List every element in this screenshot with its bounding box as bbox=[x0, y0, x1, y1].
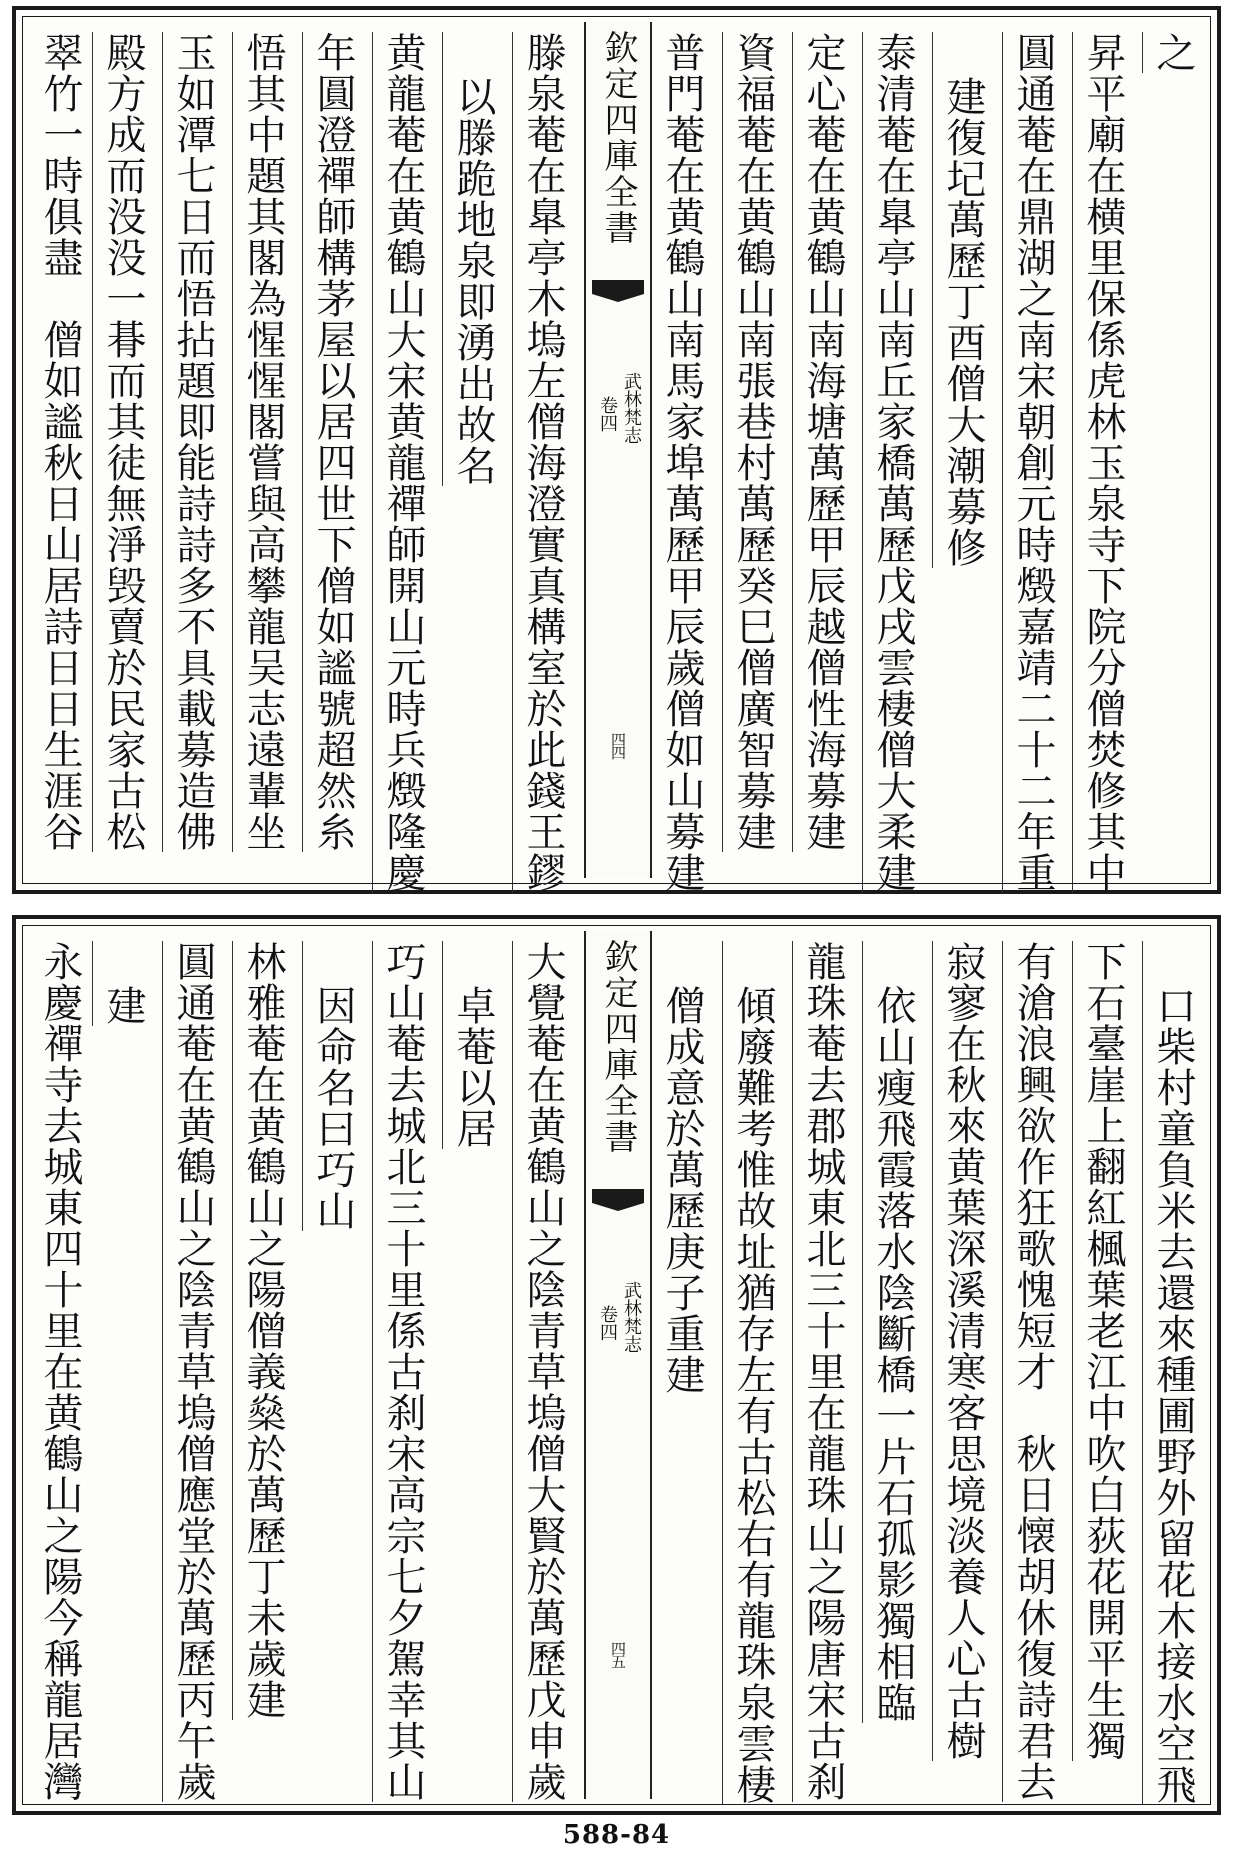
book-title: 武林梵志 bbox=[621, 1281, 642, 1353]
text-column: 年圓澄禪師構茅屋以居四世下僧如謐號超然糸 bbox=[302, 32, 363, 852]
text-column: 巧山菴去城北三十里係古刹宋高宗七夕駕幸其山 bbox=[372, 941, 433, 1802]
text-column: 翠竹一時俱盡 僧如謐秋日山居詩日日生涯谷 bbox=[37, 32, 83, 852]
fishtail-ornament bbox=[592, 1189, 644, 1211]
text-column: 有滄浪興欲作狂歌愧短才 秋日懐胡休復詩君去 bbox=[1002, 941, 1063, 1802]
text-column: 僧成意於萬歷庚子重建 bbox=[659, 985, 705, 1395]
gutter-subtitle bbox=[586, 372, 650, 552]
leaf-number: 四四 bbox=[609, 732, 627, 758]
text-column: 永慶禪寺去城東四十里在黄鶴山之陽今稱龍居灣 bbox=[37, 941, 83, 1802]
text-column: 因命名曰巧山 bbox=[302, 941, 363, 1231]
text-column: 卓菴以居 bbox=[442, 941, 503, 1149]
gutter-subtitle bbox=[586, 1281, 650, 1461]
text-column: 定心菴在黄鶴山南海塘萬歷甲辰越僧性海募建 bbox=[792, 32, 853, 852]
text-column: 以滕跪地泉即湧出故名 bbox=[442, 32, 503, 486]
text-column: 口柴村童負米去還來種圃野外留花木接水空飛 bbox=[1142, 941, 1203, 1805]
fishtail-ornament bbox=[592, 280, 644, 302]
text-column: 悟其中題其閣為惺惺閣嘗與高攀龍吴志遠輩坐 bbox=[232, 32, 293, 852]
leaf-number: 四五 bbox=[609, 1641, 627, 1667]
page-number: 588-84 bbox=[562, 1820, 671, 1850]
center-gutter bbox=[584, 931, 652, 1799]
text-column: 下石臺崖上翻紅楓葉老江中吹白荻花開平生獨 bbox=[1072, 941, 1133, 1761]
book-title: 武林梵志 bbox=[621, 372, 642, 444]
gutter-heading: 欽定四庫全書 bbox=[598, 939, 638, 1155]
text-column: 昇平廟在横里保係虎林玉泉寺下院分僧焚修其中 bbox=[1072, 32, 1133, 893]
gutter-heading: 欽定四庫全書 bbox=[598, 30, 638, 246]
text-column: 黄龍菴在黄鶴山大宋黄龍禪師開山元時兵燬隆慶 bbox=[372, 32, 433, 893]
text-column: 玉如潭七日而悟拈題即能詩詩多不具載募造佛 bbox=[162, 32, 223, 852]
text-column: 普門菴在黄鶴山南馬家埠萬歷甲辰歲僧如山募建 bbox=[659, 32, 705, 893]
text-column: 依山瘦飛霞落水陰斷橋一片石孤影獨相臨 bbox=[862, 941, 923, 1723]
text-column: 資福菴在黄鶴山南張巷村萬歷癸巳僧廣智募建 bbox=[722, 32, 783, 852]
text-column: 殿方成而没没一朞而其徒無淨毁賣於民家古松 bbox=[92, 32, 153, 852]
text-column: 寂寥在秋來黄葉深溪清寒客思境淡養人心古樹 bbox=[932, 941, 993, 1761]
bottom-page-frame bbox=[12, 915, 1221, 1815]
text-column: 傾廢難考惟故址猶存左有古松右有龍珠泉雲棲 bbox=[722, 941, 783, 1805]
text-column: 之 bbox=[1142, 32, 1203, 73]
text-column: 大覺菴在黄鶴山之陰青草塢僧大賢於萬歷戊申歲 bbox=[512, 941, 573, 1802]
text-column: 林雅菴在黄鶴山之陽僧義燊於萬歷丁未歲建 bbox=[232, 941, 293, 1720]
text-column: 泰清菴在臯亭山南丘家橋萬歷戊戌雲棲僧大柔建 bbox=[862, 32, 923, 893]
text-column: 圓通菴在黄鶴山之陰青草塢僧應堂於萬歷丙午歲 bbox=[162, 941, 223, 1802]
text-column: 滕泉菴在臯亭木塢左僧海澄實真構室於此錢王鏐 bbox=[512, 32, 573, 893]
text-column: 圓通菴在鼎湖之南宋朝創元時燬嘉靖二十二年重 bbox=[1002, 32, 1063, 893]
text-column: 建 bbox=[92, 941, 153, 1026]
text-column: 建復圮萬歷丁酉僧大潮募修 bbox=[932, 32, 993, 568]
volume-label: 卷四 bbox=[597, 1305, 618, 1341]
volume-label: 卷四 bbox=[597, 396, 618, 432]
center-gutter bbox=[584, 22, 652, 878]
text-column: 龍珠菴去郡城東北三十里在龍珠山之陽唐宋古刹 bbox=[792, 941, 853, 1802]
top-page-frame bbox=[12, 6, 1221, 894]
